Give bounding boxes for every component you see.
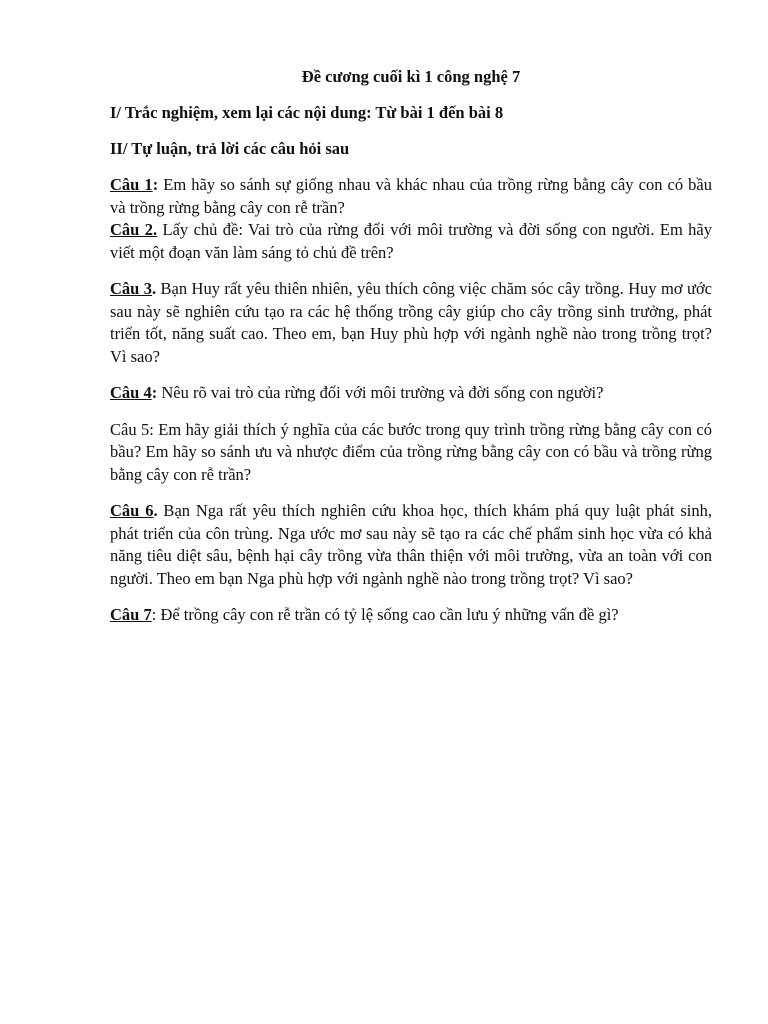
question-text: Lấy chủ đề: Vai trò của rừng đối với môi trường và đời sống con người. Em hãy viết một đoạn văn làm sáng tỏ chủ đề trên? bbox=[110, 220, 713, 262]
question-1 bbox=[110, 174, 712, 219]
question-separator: . bbox=[153, 501, 158, 520]
question-separator: : bbox=[152, 175, 159, 194]
question-label: Câu 2. bbox=[110, 220, 158, 239]
question-text: Bạn Nga rất yêu thích nghiên cứu khoa học, thích khám phá quy luật phát sinh, phát triển của côn trùng. Nga ước mơ sau này sẽ tạo ra các chế phẩm sinh học vừa có khả năng tiêu diệt sâu, bệnh hại cây trồng vừa thân thiện với môi trường, vừa an toàn với con người. Theo em bạn Nga phù hợp với ngành nghề nào trong trồng trọt? Vì sao? bbox=[110, 501, 712, 588]
section-essay: II/ Tự luận, trả lời các câu hỏi sau bbox=[110, 139, 350, 158]
question-text: Để trồng cây con rễ trần có tỷ lệ sống cao cần lưu ý những vấn đề gì? bbox=[156, 605, 619, 624]
question-label: Câu 5: bbox=[110, 419, 154, 439]
question-text: Em hãy giải thích ý nghĩa của các bước trong quy trình trồng rừng bằng cây con có bầu? Em hãy so sánh ưu và nhược điểm của trồng rừng bằng cây con có bầu và trồng rừng bằng cây con rễ trần? bbox=[110, 419, 712, 484]
question-label: Câu 6 bbox=[110, 501, 154, 520]
document-title: Đề cương cuối kì 1 công nghệ 7 bbox=[301, 67, 521, 86]
section-multiple-choice: I/ Trắc nghiệm, xem lại các nội dung: Từ bài 1 đến bài 8 bbox=[110, 103, 504, 122]
question-6 bbox=[110, 500, 712, 590]
document-page bbox=[110, 66, 712, 641]
question-4 bbox=[110, 382, 712, 405]
question-text: Em hãy so sánh sự giống nhau và khác nhau của trồng rừng bằng cây con có bầu và trồng rừng bằng cây con rễ trần? bbox=[110, 175, 713, 217]
question-5 bbox=[110, 419, 712, 487]
question-label: Câu 3 bbox=[110, 279, 153, 298]
question-7 bbox=[110, 604, 712, 627]
question-3 bbox=[110, 278, 712, 368]
question-2 bbox=[110, 219, 712, 264]
question-text: Nêu rõ vai trò của rừng đối với môi trường và đời sống con người? bbox=[157, 383, 604, 402]
question-label: Câu 4 bbox=[110, 383, 152, 402]
question-separator: . bbox=[152, 279, 157, 298]
question-text: Bạn Huy rất yêu thiên nhiên, yêu thích công việc chăm sóc cây trồng. Huy mơ ước sau này sẽ nghiên cứu tạo ra các hệ thống trồng cây giúp cho cây trồng sinh trưởng, phát triển tốt, năng suất cao. Theo em, bạn Huy phù hợp với ngành nghề nào trong trồng trọt? Vì sao? bbox=[110, 279, 713, 366]
question-label: Câu 7 bbox=[110, 605, 152, 624]
question-label: Câu 1 bbox=[110, 175, 153, 194]
question-separator: : bbox=[151, 605, 157, 624]
question-separator: : bbox=[151, 383, 158, 402]
